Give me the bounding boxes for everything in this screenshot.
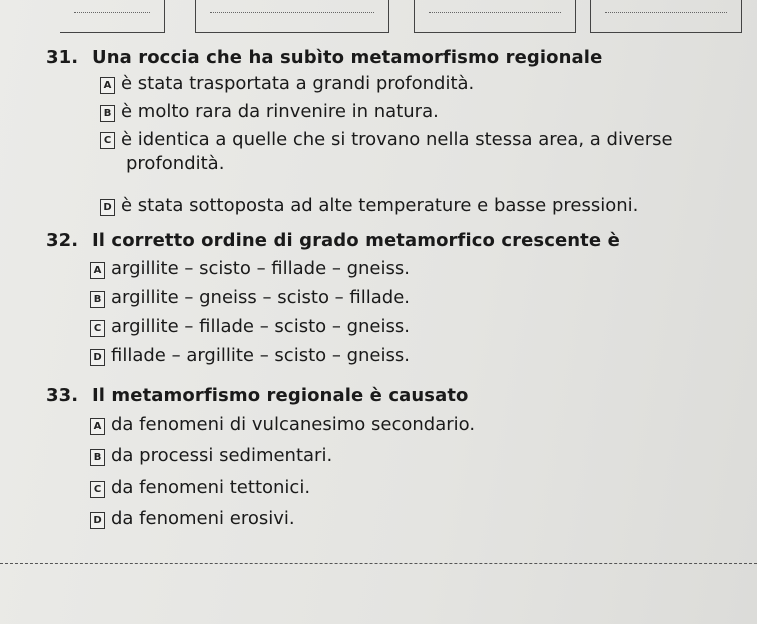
- q32-option-c[interactable]: [90, 315, 410, 338]
- q31-option-c-continuation: profondità.: [126, 153, 225, 174]
- dotted-line: [429, 12, 561, 13]
- option-letter-box: C: [90, 320, 105, 337]
- option-text: da fenomeni tettonici.: [111, 477, 311, 498]
- option-letter-box: C: [90, 481, 105, 498]
- q31-option-a[interactable]: [100, 72, 474, 95]
- option-letter-box: D: [90, 349, 105, 366]
- option-text: argillite – fillade – scisto – gneiss.: [111, 316, 410, 337]
- option-letter-box: B: [100, 105, 115, 122]
- dotted-line: [605, 12, 727, 13]
- option-text: da fenomeni di vulcanesimo secondario.: [111, 414, 476, 435]
- option-letter-box: A: [90, 262, 105, 279]
- option-letter-box: D: [90, 512, 105, 529]
- question-number: 33.: [46, 385, 79, 406]
- dotted-line: [74, 12, 150, 13]
- option-text: da processi sedimentari.: [111, 445, 333, 466]
- option-letter-box: D: [100, 199, 115, 216]
- dashed-divider: [0, 563, 757, 564]
- answer-box: [590, 0, 742, 33]
- option-letter-box: A: [100, 77, 115, 94]
- q31-option-b[interactable]: [100, 100, 439, 123]
- q33-option-b[interactable]: [90, 444, 332, 467]
- question-text: Il metamorfismo regionale è causato: [92, 385, 469, 406]
- q31-option-d[interactable]: [100, 194, 638, 217]
- option-text: da fenomeni erosivi.: [111, 508, 295, 529]
- option-letter-box: B: [90, 449, 105, 466]
- q33-option-c[interactable]: [90, 476, 310, 499]
- question-text: Il corretto ordine di grado metamorfico crescente è: [92, 230, 620, 251]
- q31-option-c[interactable]: [100, 128, 721, 151]
- q32-option-d[interactable]: [90, 344, 410, 367]
- q32-option-b[interactable]: [90, 286, 410, 309]
- answer-box: [414, 0, 576, 33]
- option-letter-box: C: [100, 132, 115, 149]
- q33-option-d[interactable]: [90, 507, 295, 530]
- question-number: 32.: [46, 230, 79, 251]
- option-text: argillite – scisto – fillade – gneiss.: [111, 258, 410, 279]
- option-text: argillite – gneiss – scisto – fillade.: [111, 287, 410, 308]
- option-letter-box: A: [90, 418, 105, 435]
- question-33-title: [46, 385, 469, 406]
- question-number: 31.: [46, 47, 79, 68]
- option-text: è molto rara da rinvenire in natura.: [121, 101, 439, 122]
- question-32-title: [46, 230, 620, 251]
- option-text: è stata trasportata a grandi profondità.: [121, 73, 475, 94]
- q33-option-a[interactable]: [90, 413, 475, 436]
- option-letter-box: B: [90, 291, 105, 308]
- option-text: fillade – argillite – scisto – gneiss.: [111, 345, 410, 366]
- question-31-title: [46, 47, 602, 68]
- answer-box: [195, 0, 389, 33]
- option-text: è identica a quelle che si trovano nella stessa area, a diverse: [121, 129, 673, 150]
- option-text: è stata sottoposta ad alte temperature e basse pressioni.: [121, 195, 639, 216]
- answer-box: [60, 0, 165, 33]
- question-text: Una roccia che ha subìto metamorfismo regionale: [92, 47, 603, 68]
- q32-option-a[interactable]: [90, 257, 410, 280]
- dotted-line: [210, 12, 374, 13]
